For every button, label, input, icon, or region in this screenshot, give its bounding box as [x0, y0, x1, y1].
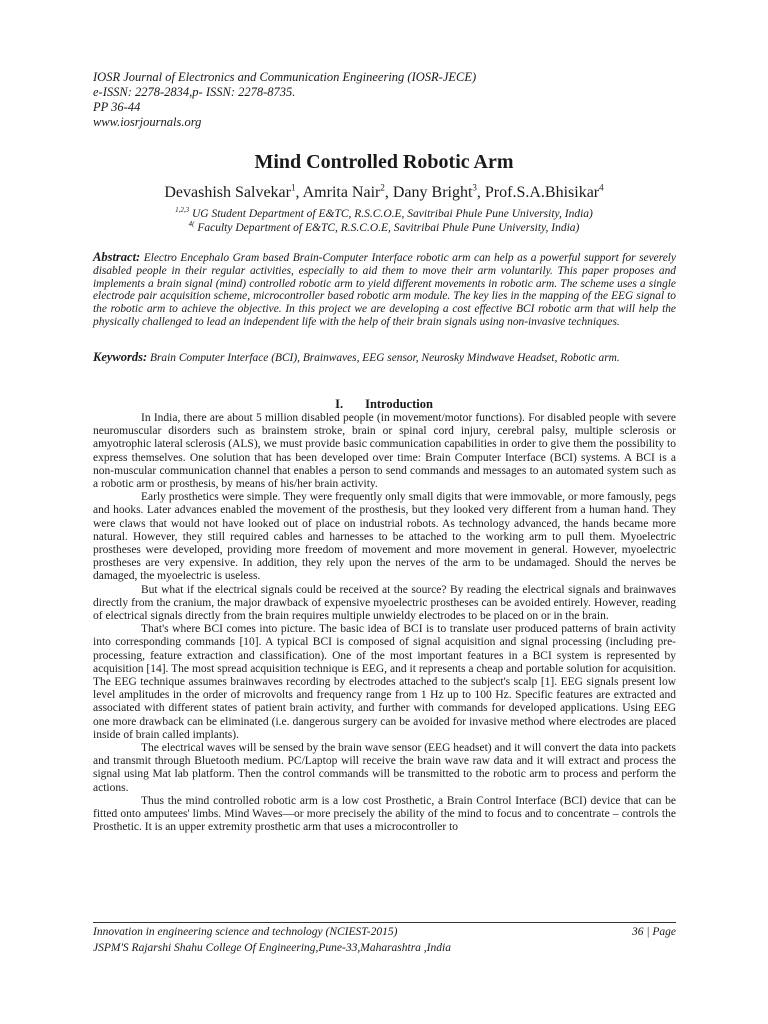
paragraph: But what if the electrical signals could be received at the source? By reading the electrical signals and brainwaves directly from the cranium, the major drawback of expensive myoelectric prostheses can be avoided entirely. However, reading of electrical signals directly from the brain requires multiple unwieldy electrodes to be placed on or in the brain.	[93, 583, 676, 623]
paragraph: The electrical waves will be sensed by the brain wave sensor (EEG headset) and it will convert the data into packets and transmit through Bluetooth medium. PC/Laptop will receive the brain wave raw data and it will extract and process the signal using Mat lab platform. Then the control commands will be transmitted to the robotic arm to process and perform the actions.	[93, 742, 676, 794]
author-superscript: 3	[472, 182, 477, 193]
affiliation-faculty	[0, 221, 768, 235]
footer-divider	[93, 922, 676, 923]
abstract	[93, 251, 676, 329]
affiliation-text: UG Student Department of E&TC, R.S.C.O.E, Savitribai Phule Pune University, India)	[192, 208, 593, 220]
author-name: Dany Bright	[392, 184, 473, 201]
author-separator: ,	[476, 184, 485, 201]
author-separator: ,	[295, 184, 303, 201]
affiliation-marker: 4(	[188, 220, 195, 229]
footer-college: JSPM'S Rajarshi Shahu College Of Engineering,Pune-33,Maharashtra ,India	[93, 942, 451, 954]
keywords-label: Keywords:	[93, 350, 148, 364]
journal-header	[93, 70, 693, 130]
author-separator: ,	[384, 184, 393, 201]
affiliation-students	[0, 207, 768, 221]
keywords-text: Brain Computer Interface (BCI), Brainwaves, EEG sensor, Neurosky Mindwave Headset, Robotic arm.	[150, 352, 620, 364]
author-name: Devashish Salvekar	[164, 184, 291, 201]
footer-conference: Innovation in engineering science and technology (NCIEST-2015)	[93, 926, 398, 938]
footer-page-number: 36 | Page	[631, 926, 676, 938]
abstract-label: Abstract:	[93, 250, 141, 264]
journal-pages: PP 36-44	[93, 100, 141, 114]
author-list	[0, 183, 768, 203]
author-name: Prof.S.A.Bhisikar	[484, 184, 600, 201]
journal-url[interactable]: www.iosrjournals.org	[93, 115, 202, 129]
paper-title: Mind Controlled Robotic Arm	[254, 151, 514, 173]
paragraph: In India, there are about 5 million disabled people (in movement/motor functions). For disabled people with severe neuromuscular disorders such as brainstem stroke, brain or spinal cord injury, cerebral palsy, multiple sclerosis or amyotrophic lateral sclerosis (ALS), we must provide basic communication capabilities in order to give them the possibility to express themselves. One solution that has been developed over time: Brain Computer Interface (BCI) systems. A BCI is a non-muscular communication channel that enables a person to send commands and messages to an automated system such as a robotic arm or prosthesis, by means of his/her brain activity.	[93, 412, 676, 491]
author-superscript: 2	[380, 182, 385, 193]
section-number: I.	[335, 397, 344, 411]
abstract-text: Electro Encephalo Gram based Brain-Computer Interface robotic arm can help as a powerful support for severely disabled people in their regular activities, especially to aid them to move their arm voluntarily. This paper proposes and implements a brain signal (mind) controlled robotic arm to yield different movements in robotic arm. The scheme uses a single electrode pair acquisition scheme, microcontroller based robotic arm module. The key lies in the mapping of the EEG signal to the robotic arm to achieve the objective. In this project we are developing a cost effective BCI robotic arm that will help the physically challenged to lead an independent life with the help of their brain signals using non-invasive techniques.	[93, 252, 676, 328]
journal-issn: e-ISSN: 2278-2834,p- ISSN: 2278-8735.	[93, 85, 296, 99]
body-text	[93, 412, 676, 835]
section-heading	[0, 397, 768, 412]
section-title: Introduction	[365, 397, 433, 411]
author-superscript: 1	[290, 182, 296, 193]
footer-line	[93, 925, 676, 939]
keywords	[93, 351, 676, 365]
paragraph: Thus the mind controlled robotic arm is a low cost Prosthetic, a Brain Control Interface (BCI) device that can be fitted onto amputees' limbs. Mind Waves—or more precisely the ability of the mind to focus and to concentrate – controls the Prosthetic. It is an upper extremity prosthetic arm that uses a microcontroller to	[93, 794, 676, 834]
journal-name: IOSR Journal of Electronics and Communication Engineering (IOSR-JECE)	[93, 70, 477, 84]
author-name: Amrita Nair	[302, 184, 381, 201]
paragraph: Early prosthetics were simple. They were frequently only small digits that were immovable, or more famously, pegs and hooks. Later advances enabled the movement of the prosthesis, but they looked very different from a human hand. They were claws that would not have looked out of place on industrial robots. As technology advanced, the hands became more natural. However, they still required cables and harnesses to be attached to the working arm to pull them. Myoelectric prostheses were developed, providing more freedom of movement and more movement in general. However, myoelectric prostheses are very expensive. In addition, they rely upon the nerves of the arm to be undamaged. Should the nerves be damaged, the myoelectric is useless.	[93, 491, 676, 583]
paragraph: That's where BCI comes into picture. The basic idea of BCI is to translate user produced patterns of brain activity into corresponding commands [10]. A typical BCI is composed of signal acquisition and signal processing (including pre-processing, feature extraction and classification). One of the most important features in a BCI system is represented by acquisition [14]. The most spread acquisition technique is EEG, and it represents a cheap and portable solution for acquisition. The EEG technique assumes brainwaves recording by electrodes attached to the subject's scalp [1]. EEG signals present low level amplitudes in the order of microvolts and frequency range from 1 Hz up to 100 Hz. Specific features are extracted and associated with different states of patient brain activity, and further with commands for developed applications. Using EEG one more drawback can be eliminated (i.e. dangerous surgery can be avoided for invasive method where electrodes are placed inside of brain called implants).	[93, 623, 676, 741]
affiliation-text: Faculty Department of E&TC, R.S.C.O.E, Savitribai Phule Pune University, India)	[197, 222, 580, 234]
affiliation-marker: 1,2,3	[175, 206, 190, 215]
author-superscript: 4	[599, 182, 604, 193]
